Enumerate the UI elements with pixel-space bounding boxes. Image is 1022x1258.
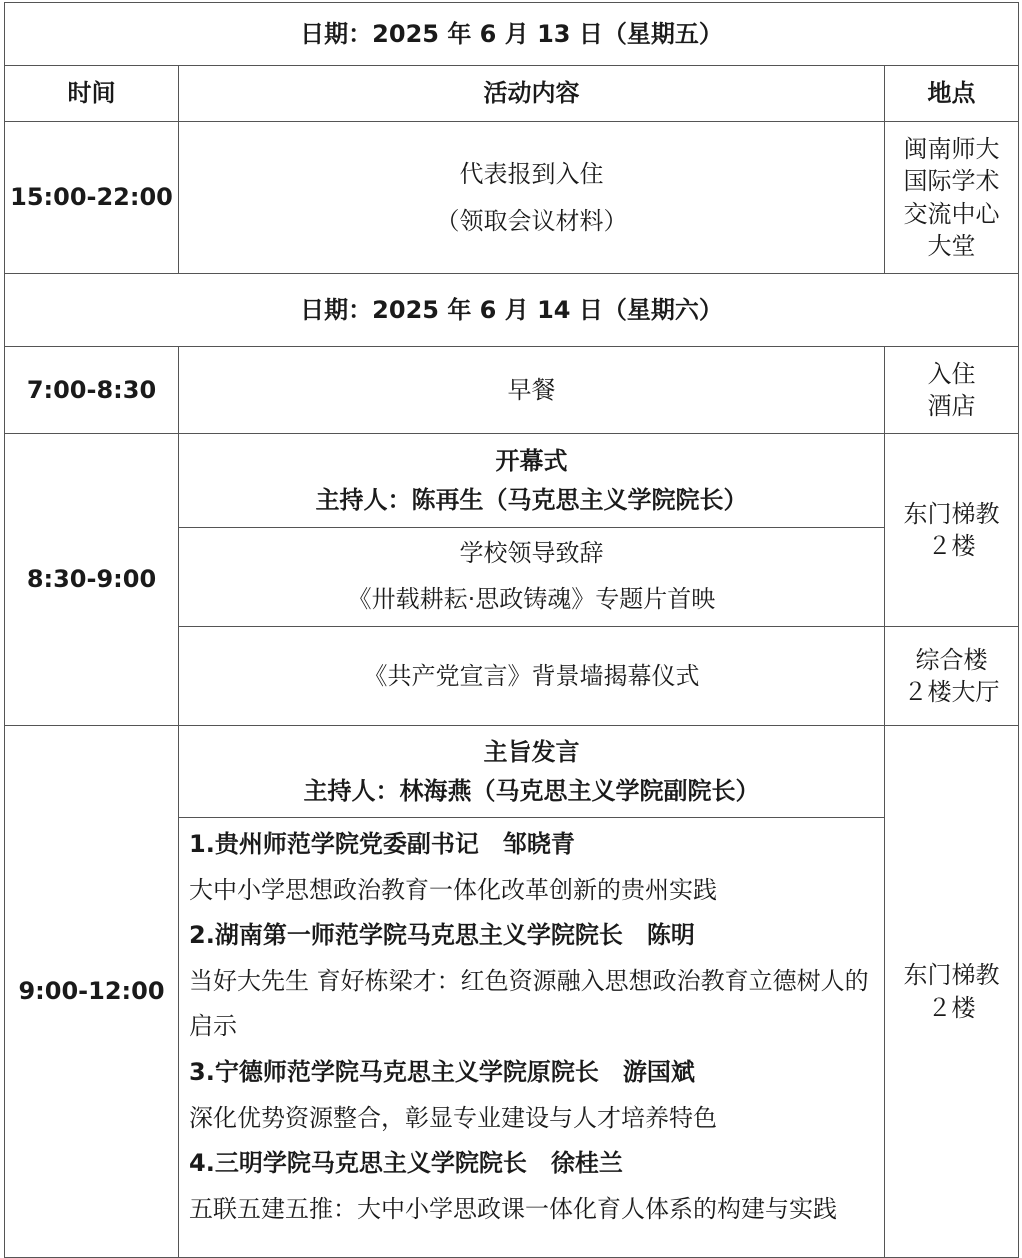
- header-time: 时间: [5, 66, 179, 122]
- speaker-line: 1.贵州师范学院党委副书记 邹晓青: [189, 830, 575, 858]
- location-cell: [885, 122, 1019, 274]
- location-cell: [885, 726, 1019, 1258]
- date-label: 日期：2025 年 6 月 14 日（星期六）: [5, 274, 1019, 347]
- content-line: 学校领导致辞: [459, 539, 604, 568]
- location-cell: [885, 347, 1019, 434]
- location-line: 大堂: [927, 231, 976, 260]
- content-cell: [179, 434, 885, 528]
- date-row-day2: [5, 274, 1019, 347]
- host-line: 主持人：陈再生（马克思主义学院院长）: [315, 485, 748, 514]
- header-row: [5, 66, 1019, 122]
- content-line: 《卅载耕耘·思政铸魂》专题片首映: [347, 585, 716, 613]
- location-line: ２楼: [927, 532, 976, 560]
- table-row: [5, 434, 1019, 528]
- header-location: 地点: [885, 66, 1019, 122]
- location-line: 闽南师大: [903, 134, 1000, 163]
- topic-line: 大中小学思想政治教育一体化改革创新的贵州实践: [189, 875, 717, 904]
- location-line: 国际学术: [903, 167, 1000, 196]
- content-cell: [179, 528, 885, 627]
- time-cell: 15:00-22:00: [5, 122, 179, 274]
- location-line: ２楼大厅: [903, 678, 1000, 706]
- time-cell: 7:00-8:30: [5, 347, 179, 434]
- time-cell: 8:30-9:00: [5, 434, 179, 726]
- content-cell: [179, 726, 885, 818]
- header-content: 活动内容: [179, 66, 885, 122]
- table-row: [5, 726, 1019, 818]
- content-cell: 早餐: [179, 347, 885, 434]
- topic-line: 五联五建五推：大中小学思政课一体化育人体系的构建与实践: [189, 1194, 837, 1223]
- speaker-line: 4.三明学院马克思主义学院院长 徐桂兰: [189, 1149, 623, 1178]
- section-title: 主旨发言: [483, 738, 580, 767]
- location-line: 综合楼: [915, 645, 988, 674]
- content-cell: [179, 122, 885, 274]
- speaker-line: 3.宁德师范学院马克思主义学院原院长 游国斌: [189, 1057, 695, 1086]
- date-label: 日期：2025 年 6 月 13 日（星期五）: [5, 3, 1019, 66]
- topic-line: 当好大先生 育好栋梁才：红色资源融入思想政治教育立德树人的启示: [189, 966, 869, 1041]
- location-line: 交流中心: [903, 199, 1000, 228]
- time-cell: 9:00-12:00: [5, 726, 179, 1258]
- location-line: 东门梯教: [903, 499, 1000, 528]
- speaker-line: 2.湖南第一师范学院马克思主义学院院长 陈明: [189, 921, 695, 950]
- location-line: 酒店: [927, 392, 976, 420]
- topic-line: 深化优势资源整合，彰显专业建设与人才培养特色: [189, 1103, 717, 1132]
- section-title: 开幕式: [495, 447, 568, 476]
- host-line: 主持人：林海燕（马克思主义学院副院长）: [303, 776, 760, 805]
- talks-cell: [179, 818, 885, 1258]
- table-row: [5, 347, 1019, 434]
- content-cell: 《共产党宣言》背景墙揭幕仪式: [179, 627, 885, 726]
- schedule-table: [4, 2, 1019, 1258]
- location-cell: [885, 434, 1019, 627]
- content-line: （领取会议材料）: [435, 206, 628, 235]
- location-line: 东门梯教: [903, 961, 1000, 990]
- location-line: 入住: [927, 359, 976, 388]
- location-line: ２楼: [927, 993, 976, 1022]
- location-cell: [885, 627, 1019, 726]
- date-row-day1: [5, 3, 1019, 66]
- content-line: 代表报到入住: [459, 159, 604, 188]
- table-row: [5, 122, 1019, 274]
